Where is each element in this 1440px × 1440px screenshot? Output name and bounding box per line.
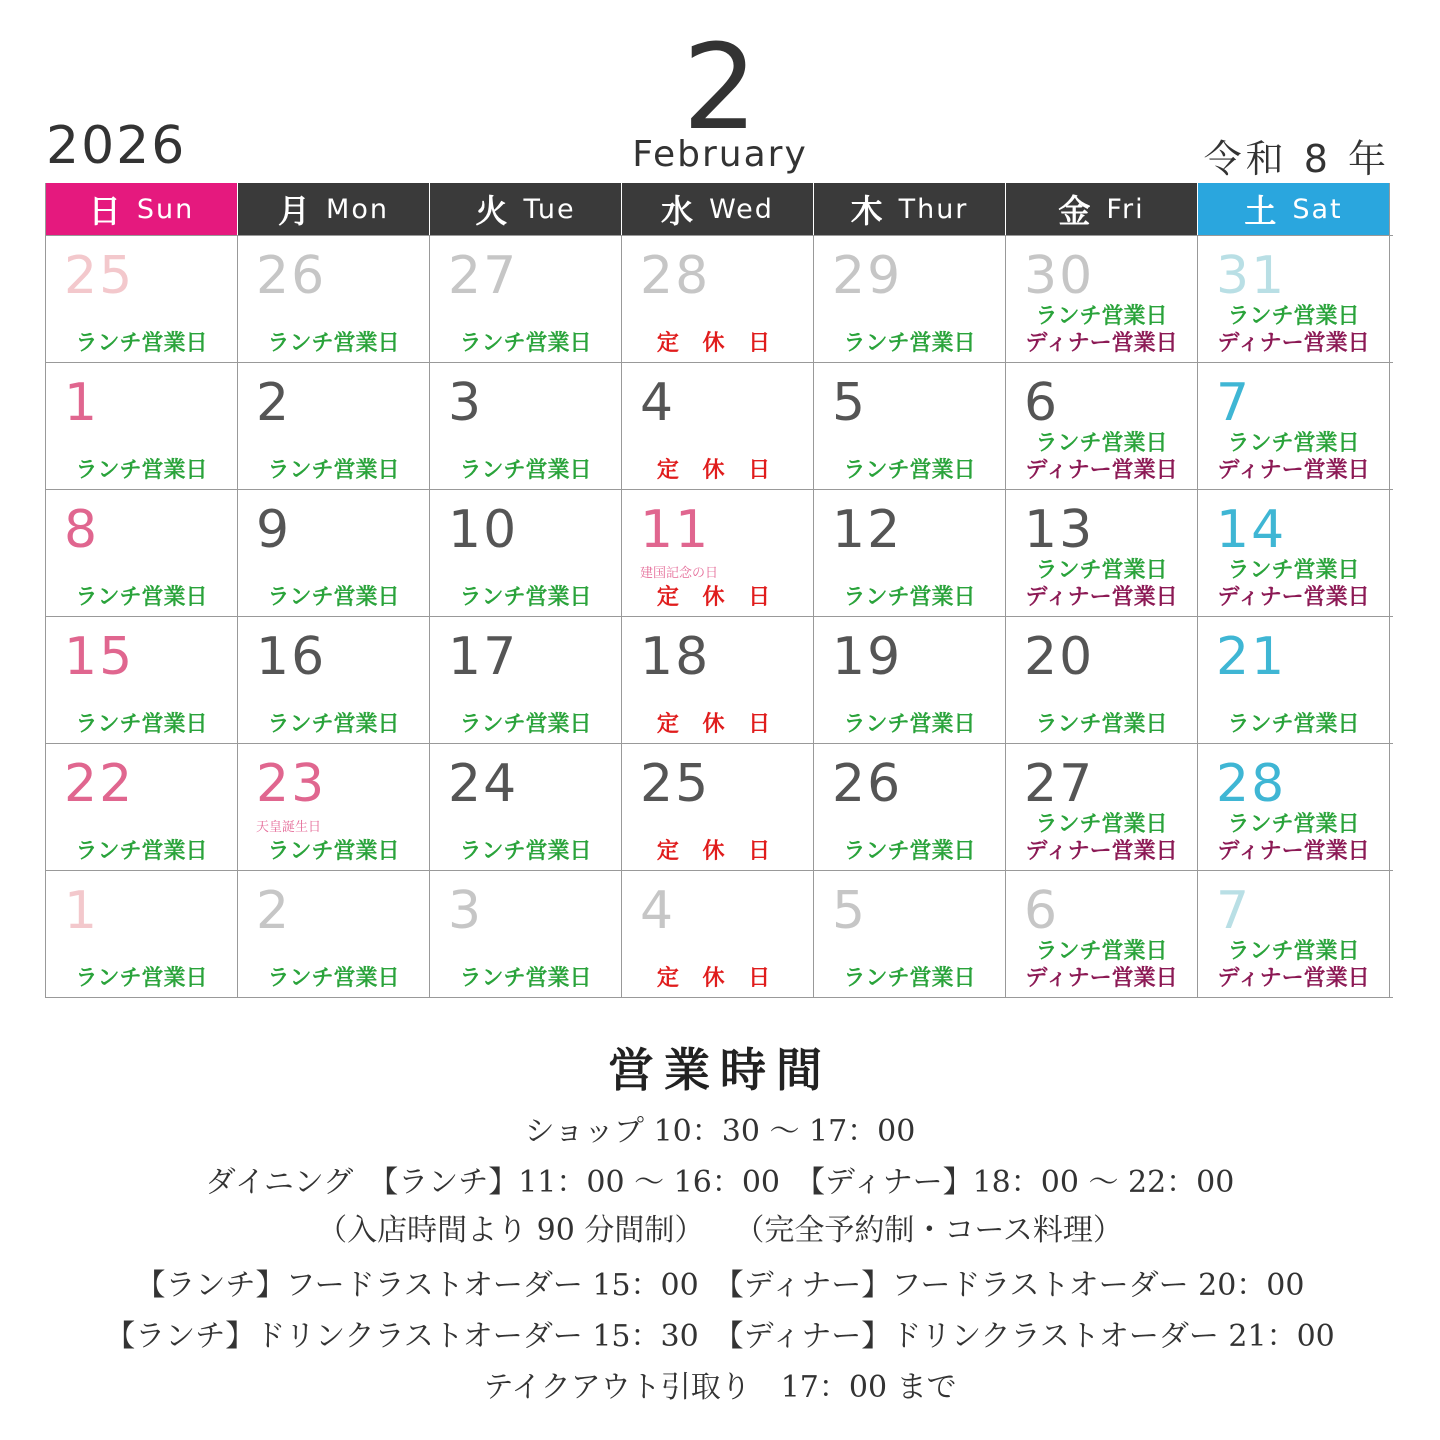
lunch-status-label: ランチ営業日 [267, 839, 400, 864]
day-number: 13 [1024, 500, 1095, 560]
day-number: 5 [832, 373, 868, 433]
lunch-status-label: ランチ営業日 [1227, 431, 1360, 456]
day-number: 4 [640, 373, 676, 433]
calendar-day-cell [46, 744, 238, 870]
dinner-status-label: ディナー営業日 [1217, 458, 1370, 483]
day-number: 27 [1024, 754, 1095, 814]
dinner-status-label: ディナー営業日 [1217, 966, 1370, 991]
lunch-status-label: ランチ営業日 [1227, 712, 1360, 737]
calendar-day-cell [238, 617, 430, 743]
closed-status-label: 定 休 日 [656, 585, 779, 610]
lunch-status-label: ランチ営業日 [843, 712, 976, 737]
lunch-status-label: ランチ営業日 [75, 331, 208, 356]
weekday-english: Sat [1292, 193, 1343, 225]
calendar-day-cell [814, 236, 1006, 362]
closed-status-label: 定 休 日 [656, 458, 779, 483]
calendar-day-cell [1006, 871, 1198, 997]
day-number: 15 [64, 627, 135, 687]
dining-hours: ダイニング 【ランチ】11：00 〜 16：00 【ディナー】18：00 〜 22：00 [205, 1165, 1235, 1200]
calendar-week-row [46, 743, 1393, 870]
dinner-status-label: ディナー営業日 [1025, 966, 1178, 991]
day-number: 29 [832, 246, 903, 306]
year-label: 2026 [46, 116, 187, 176]
dinner-status-label: ディナー営業日 [1217, 585, 1370, 610]
weekday-header-thur [814, 183, 1006, 235]
dining-notes: （入店時間より 90 分間制） （完全予約制・コース料理） [317, 1213, 1123, 1248]
lunch-status-label: ランチ営業日 [267, 712, 400, 737]
closed-status-label: 定 休 日 [656, 966, 779, 991]
day-number: 18 [640, 627, 711, 687]
day-number: 7 [1216, 373, 1252, 433]
lunch-status-label: ランチ営業日 [459, 839, 592, 864]
lunch-status-label: ランチ営業日 [1035, 558, 1168, 583]
weekday-english: Tue [523, 193, 576, 225]
lunch-status-label: ランチ営業日 [75, 585, 208, 610]
calendar-day-cell [1198, 490, 1390, 616]
day-number: 6 [1024, 881, 1060, 941]
calendar-day-cell [1006, 363, 1198, 489]
calendar-day-cell [622, 744, 814, 870]
calendar-day-cell [622, 617, 814, 743]
month-number: 2 [682, 18, 758, 156]
holiday-name: 天皇誕生日 [256, 820, 322, 835]
calendar-day-cell [814, 363, 1006, 489]
day-number: 19 [832, 627, 903, 687]
dinner-status-label: ディナー営業日 [1025, 585, 1178, 610]
calendar-day-cell [814, 617, 1006, 743]
calendar-week-row [46, 870, 1393, 998]
day-number: 25 [640, 754, 711, 814]
lunch-status-label: ランチ営業日 [75, 458, 208, 483]
calendar-day-cell [622, 871, 814, 997]
dinner-status-label: ディナー営業日 [1217, 839, 1370, 864]
closed-status-label: 定 休 日 [656, 331, 779, 356]
calendar-day-cell [622, 490, 814, 616]
day-number: 28 [1216, 754, 1287, 814]
calendar-day-cell [1006, 744, 1198, 870]
weekday-header-wed [622, 183, 814, 235]
shop-hours: ショップ 10：30 〜 17：00 [524, 1114, 916, 1149]
calendar-weeks [46, 235, 1393, 998]
calendar-day-cell [430, 236, 622, 362]
lunch-status-label: ランチ営業日 [267, 458, 400, 483]
calendar-day-cell [1198, 744, 1390, 870]
weekday-english: Mon [326, 193, 389, 225]
day-number: 12 [832, 500, 903, 560]
day-number: 25 [64, 246, 135, 306]
lunch-status-label: ランチ営業日 [1035, 812, 1168, 837]
calendar-week-row [46, 489, 1393, 616]
weekday-kanji: 金 [1058, 192, 1093, 230]
calendar-day-cell [46, 363, 238, 489]
lunch-status-label: ランチ営業日 [459, 458, 592, 483]
weekday-english: Sun [136, 193, 195, 225]
calendar-day-cell [1198, 871, 1390, 997]
calendar-day-cell [814, 744, 1006, 870]
day-number: 5 [832, 881, 868, 941]
weekday-english: Fri [1106, 193, 1145, 225]
dinner-status-label: ディナー営業日 [1025, 458, 1178, 483]
calendar-week-row [46, 235, 1393, 362]
calendar-day-cell [46, 617, 238, 743]
day-number: 14 [1216, 500, 1287, 560]
calendar-day-cell [46, 236, 238, 362]
day-number: 3 [448, 881, 484, 941]
lunch-status-label: ランチ営業日 [843, 839, 976, 864]
calendar-day-cell [622, 236, 814, 362]
weekday-english: Wed [709, 193, 774, 225]
day-number: 2 [256, 373, 292, 433]
calendar-day-cell [46, 490, 238, 616]
calendar-day-cell [430, 363, 622, 489]
calendar-day-cell [46, 871, 238, 997]
lunch-status-label: ランチ営業日 [1227, 558, 1360, 583]
weekday-kanji: 月 [278, 192, 313, 230]
day-number: 6 [1024, 373, 1060, 433]
day-number: 22 [64, 754, 135, 814]
calendar-day-cell [814, 871, 1006, 997]
calendar-day-cell [430, 617, 622, 743]
weekday-kanji: 土 [1244, 192, 1279, 230]
calendar-day-cell [814, 490, 1006, 616]
lunch-status-label: ランチ営業日 [75, 839, 208, 864]
weekday-kanji: 火 [475, 192, 510, 230]
weekday-header-tue [430, 183, 622, 235]
lunch-status-label: ランチ営業日 [75, 712, 208, 737]
lunch-status-label: ランチ営業日 [843, 331, 976, 356]
era-label: 令和 8 年 [1203, 137, 1390, 181]
lunch-status-label: ランチ営業日 [1227, 304, 1360, 329]
takeout-pickup: テイクアウト引取り 17：00 まで [483, 1370, 957, 1405]
day-number: 1 [64, 881, 100, 941]
lunch-status-label: ランチ営業日 [459, 331, 592, 356]
calendar-day-cell [1006, 236, 1198, 362]
business-hours-title: 営業時間 [608, 1043, 832, 1097]
day-number: 9 [256, 500, 292, 560]
calendar-day-cell [1198, 236, 1390, 362]
calendar-day-cell [430, 744, 622, 870]
day-number: 1 [64, 373, 100, 433]
day-number: 31 [1216, 246, 1287, 306]
calendar-day-cell [238, 871, 430, 997]
day-number: 16 [256, 627, 327, 687]
lunch-status-label: ランチ営業日 [1035, 304, 1168, 329]
closed-status-label: 定 休 日 [656, 839, 779, 864]
lunch-status-label: ランチ営業日 [843, 458, 976, 483]
day-number: 26 [256, 246, 327, 306]
day-number: 21 [1216, 627, 1287, 687]
weekday-kanji: 日 [88, 192, 123, 230]
calendar-day-cell [238, 490, 430, 616]
calendar-day-cell [238, 744, 430, 870]
day-number: 2 [256, 881, 292, 941]
weekday-header-sat [1198, 183, 1390, 235]
dinner-status-label: ディナー営業日 [1217, 331, 1370, 356]
day-number: 26 [832, 754, 903, 814]
weekday-english: Thur [898, 193, 969, 225]
dinner-status-label: ディナー営業日 [1025, 331, 1178, 356]
calendar-day-cell [238, 363, 430, 489]
lunch-status-label: ランチ営業日 [459, 712, 592, 737]
lunch-status-label: ランチ営業日 [267, 966, 400, 991]
weekday-header-mon [238, 183, 430, 235]
day-number: 8 [64, 500, 100, 560]
lunch-status-label: ランチ営業日 [1035, 939, 1168, 964]
calendar-week-row [46, 362, 1393, 489]
calendar-day-cell [622, 363, 814, 489]
day-number: 20 [1024, 627, 1095, 687]
food-last-order: 【ランチ】フードラストオーダー 15：00 【ディナー】フードラストオーダー 20：00 [135, 1268, 1305, 1303]
day-number: 24 [448, 754, 519, 814]
weekday-header-fri [1006, 183, 1198, 235]
closed-status-label: 定 休 日 [656, 712, 779, 737]
weekday-kanji: 木 [850, 192, 885, 230]
lunch-status-label: ランチ営業日 [267, 331, 400, 356]
weekday-header-row [46, 183, 1393, 235]
day-number: 27 [448, 246, 519, 306]
calendar-day-cell [1006, 617, 1198, 743]
lunch-status-label: ランチ営業日 [75, 966, 208, 991]
holiday-name: 建国記念の日 [640, 566, 719, 581]
day-number: 17 [448, 627, 519, 687]
lunch-status-label: ランチ営業日 [843, 585, 976, 610]
calendar-day-cell [430, 490, 622, 616]
lunch-status-label: ランチ営業日 [1035, 712, 1168, 737]
day-number: 11 [640, 500, 711, 560]
calendar-day-cell [430, 871, 622, 997]
day-number: 3 [448, 373, 484, 433]
day-number: 28 [640, 246, 711, 306]
day-number: 30 [1024, 246, 1095, 306]
dinner-status-label: ディナー営業日 [1025, 839, 1178, 864]
calendar-day-cell [1006, 490, 1198, 616]
month-name: February [632, 134, 808, 175]
weekday-kanji: 水 [661, 192, 696, 230]
lunch-status-label: ランチ営業日 [843, 966, 976, 991]
calendar-grid [45, 183, 1393, 998]
day-number: 4 [640, 881, 676, 941]
lunch-status-label: ランチ営業日 [1227, 939, 1360, 964]
day-number: 23 [256, 754, 327, 814]
lunch-status-label: ランチ営業日 [1035, 431, 1168, 456]
lunch-status-label: ランチ営業日 [1227, 812, 1360, 837]
calendar-day-cell [1198, 363, 1390, 489]
lunch-status-label: ランチ営業日 [459, 966, 592, 991]
day-number: 10 [448, 500, 519, 560]
lunch-status-label: ランチ営業日 [267, 585, 400, 610]
day-number: 7 [1216, 881, 1252, 941]
calendar-day-cell [238, 236, 430, 362]
calendar-day-cell [1198, 617, 1390, 743]
calendar-week-row [46, 616, 1393, 743]
weekday-header-sun [46, 183, 238, 235]
drink-last-order: 【ランチ】ドリンクラストオーダー 15：30 【ディナー】ドリンクラストオーダー 21：00 [105, 1319, 1335, 1354]
lunch-status-label: ランチ営業日 [459, 585, 592, 610]
